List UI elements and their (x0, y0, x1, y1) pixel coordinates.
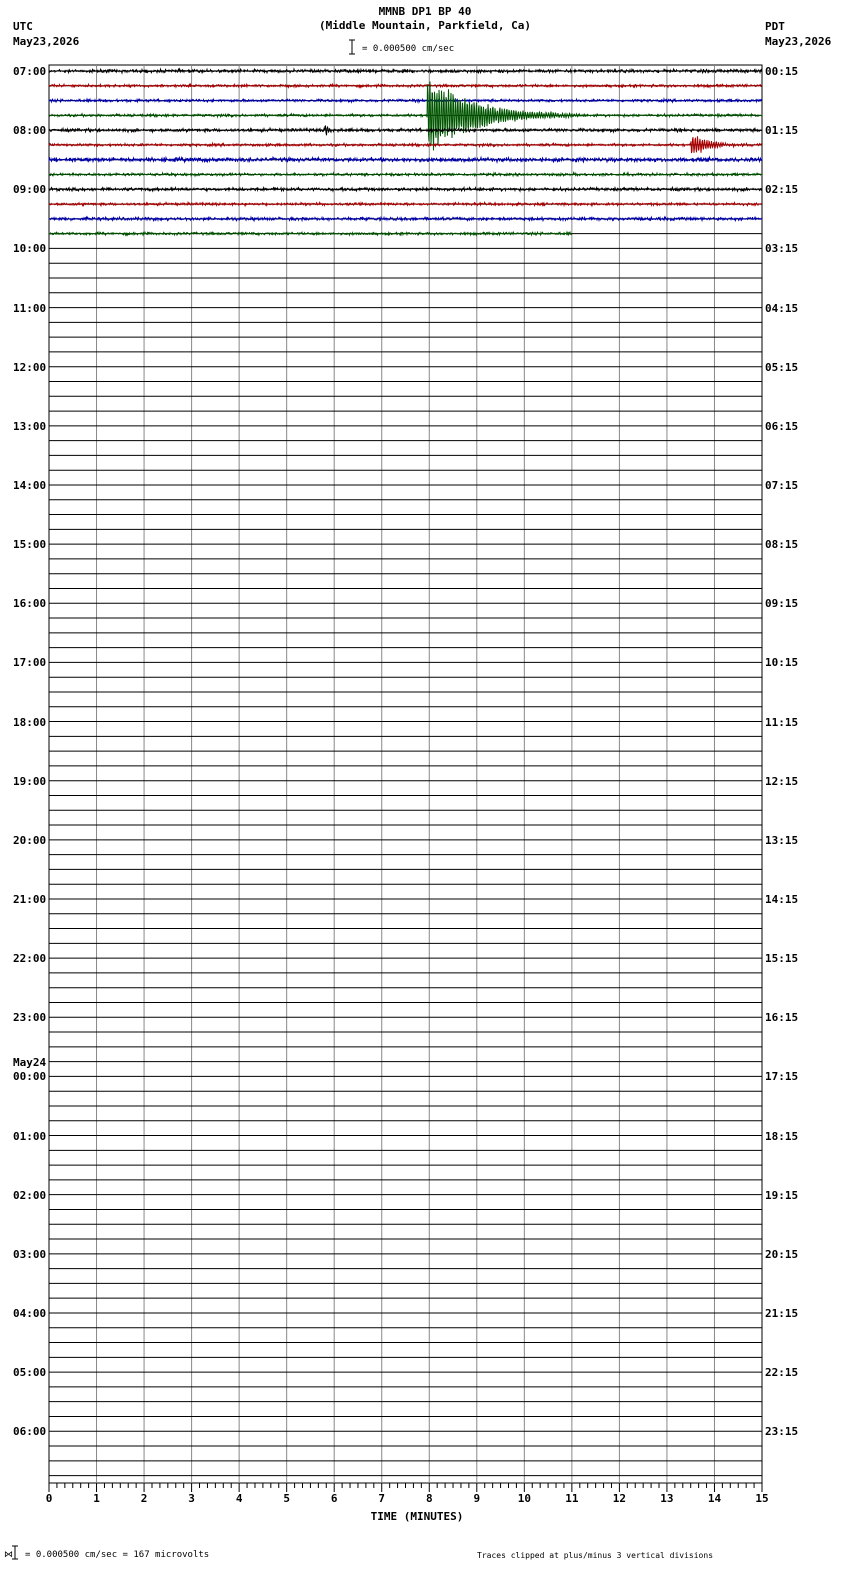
right-date: May23,2026 (765, 35, 832, 48)
trace-row-3 (49, 82, 762, 151)
left-hour-label: 12:00 (13, 360, 47, 374)
trace-row-10 (49, 217, 762, 221)
left-hour-label: 02:00 (13, 1188, 47, 1202)
right-hour-label: 10:15 (765, 656, 799, 670)
x-tick-label: 4 (235, 1492, 243, 1505)
right-hour-label: 06:15 (765, 419, 799, 433)
left-hour-label: 11:00 (13, 301, 47, 315)
right-hour-label: 22:15 (765, 1366, 799, 1380)
right-hour-label: 12:15 (765, 774, 799, 788)
right-hour-label: 03:15 (765, 242, 799, 256)
x-tick-label: 1 (93, 1492, 100, 1505)
left-hour-label: 04:00 (13, 1306, 47, 1320)
x-tick-label: 9 (473, 1492, 481, 1505)
chart-subtitle: (Middle Mountain, Parkfield, Ca) (319, 19, 531, 32)
left-hour-label: 23:00 (13, 1011, 47, 1025)
right-hour-label: 21:15 (765, 1306, 799, 1320)
date-change-label: May24 (13, 1056, 47, 1070)
left-hour-label: 18:00 (13, 715, 47, 729)
left-hour-label: 15:00 (13, 538, 47, 552)
right-timezone: PDT (765, 20, 785, 33)
x-tick-label: 11 (565, 1492, 579, 1505)
left-timezone: UTC (13, 20, 33, 33)
left-hour-label: 22:00 (13, 952, 47, 966)
left-hour-label: 19:00 (13, 774, 47, 788)
right-hour-label: 17:15 (765, 1070, 799, 1084)
left-hour-label: 07:00 (13, 65, 47, 78)
trace-row-5 (49, 136, 762, 153)
right-hour-label: 02:15 (765, 183, 799, 197)
left-hour-label: 20:00 (13, 833, 47, 847)
trace-row-9 (49, 202, 762, 205)
x-tick-label: 2 (140, 1492, 148, 1505)
x-tick-label: 7 (378, 1492, 386, 1505)
left-hour-label: 17:00 (13, 656, 47, 670)
right-hour-label: 04:15 (765, 301, 799, 315)
left-hour-label: 09:00 (13, 183, 47, 197)
trace-row-7 (49, 173, 762, 176)
footer-scale-marker: ⋈ (4, 1550, 13, 1560)
right-hour-label: 14:15 (765, 892, 799, 906)
trace-row-11 (49, 232, 572, 235)
right-hour-label: 08:15 (765, 538, 799, 552)
scale-label: = 0.000500 cm/sec (362, 44, 455, 54)
left-hour-label: 16:00 (13, 597, 47, 611)
right-hour-label: 20:15 (765, 1247, 799, 1261)
grid (49, 65, 762, 1483)
footer-clip-note: Traces clipped at plus/minus 3 vertical divisions (477, 1551, 714, 1560)
right-hour-label: 00:15 (765, 65, 799, 78)
right-hour-label: 13:15 (765, 833, 799, 847)
scale-bar-icon (12, 40, 355, 1559)
x-tick-label: 6 (330, 1492, 338, 1505)
right-hour-label: 19:15 (765, 1188, 799, 1202)
right-hour-label: 18:15 (765, 1129, 799, 1143)
left-hour-label: 10:00 (13, 242, 47, 256)
x-tick-label: 8 (425, 1492, 433, 1505)
left-hour-label: 08:00 (13, 124, 47, 138)
right-hour-label: 01:15 (765, 124, 799, 138)
left-hour-label: 05:00 (13, 1366, 47, 1380)
x-tick-label: 5 (283, 1492, 290, 1505)
right-hour-label: 11:15 (765, 715, 799, 729)
x-tick-label: 14 (707, 1492, 722, 1505)
left-hour-label: 00:00 (13, 1070, 47, 1084)
trace-row-0 (49, 69, 762, 73)
footer-scale-note: = 0.000500 cm/sec = 167 microvolts (25, 1550, 210, 1560)
trace-row-6 (49, 157, 762, 162)
right-hour-label: 09:15 (765, 597, 799, 611)
chart-title: MMNB DP1 BP 40 (378, 5, 472, 18)
x-tick-label: 0 (45, 1492, 53, 1505)
right-hour-label: 23:15 (765, 1425, 799, 1439)
right-hour-label: 15:15 (765, 952, 799, 966)
x-axis-title: TIME (MINUTES) (370, 1510, 464, 1523)
left-hour-label: 14:00 (13, 478, 47, 492)
right-hour-label: 05:15 (765, 360, 799, 374)
time-axis (46, 1483, 769, 1505)
left-hour-label: 03:00 (13, 1247, 47, 1261)
x-tick-label: 15 (755, 1492, 769, 1505)
left-hour-label: 06:00 (13, 1425, 47, 1439)
trace-row-2 (49, 99, 762, 102)
left-hour-label: 21:00 (13, 892, 47, 906)
traces (49, 69, 762, 235)
x-tick-label: 10 (517, 1492, 531, 1505)
left-hour-label: 01:00 (13, 1129, 47, 1143)
right-hour-label: 16:15 (765, 1011, 799, 1025)
trace-row-1 (49, 84, 762, 87)
x-tick-label: 13 (660, 1492, 674, 1505)
right-hour-label: 07:15 (765, 478, 799, 492)
x-tick-label: 12 (612, 1492, 627, 1505)
trace-row-8 (49, 187, 762, 191)
left-hour-label: 13:00 (13, 419, 47, 433)
left-date: May23,2026 (13, 35, 80, 48)
x-tick-label: 3 (188, 1492, 195, 1505)
